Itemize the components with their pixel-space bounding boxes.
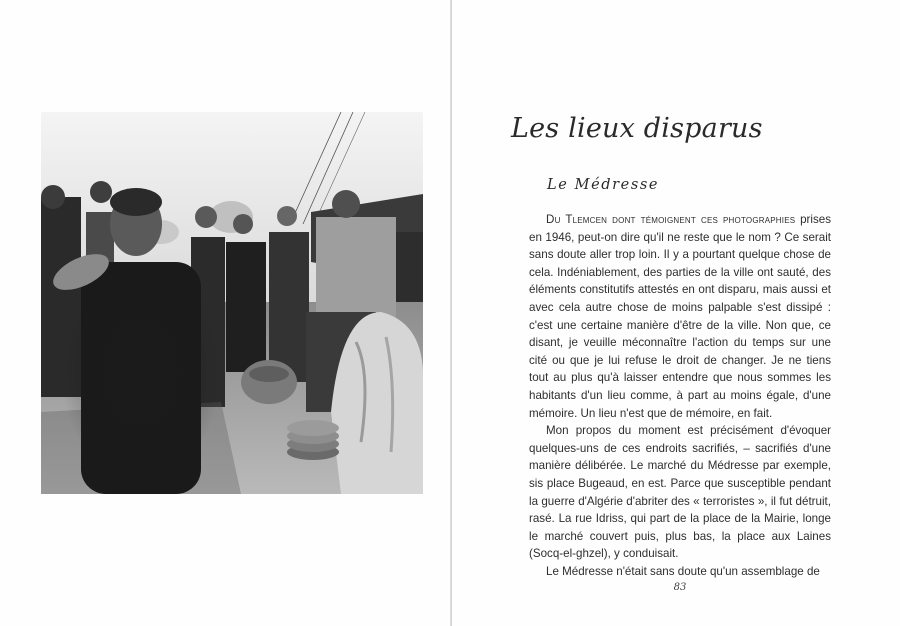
chapter-title: Les lieux disparus: [511, 113, 763, 144]
market-photograph: [41, 112, 423, 494]
page-number: 83: [673, 582, 687, 593]
paragraph-1-text: prises en 1946, peut-on dire qu'il ne reste que le nom ? Ce serait sans doute aller trop loin. Il y a pourtant quelque chose de cela. Indéniablement, des parties de la ville ont sauté, des éléments constitutifs attestés en ont disparu, mais aussi et avec cela autre chose de moins palpable s'est dissipé : c'est une certaine manière d'être de la ville. Non que, ce disant, je veuille méconnaître l'action du temps sur une cité ou que je lui refuse le droit de changer. Je ne tiens tout au plus qu'à laisser entendre que nous sommes les habitants d'un lieu comme, à part au moins égale, d'une mémoire. Un lieu n'est que de mémoire, en fait.: [529, 213, 831, 420]
paragraph-1-lead: Du Tlemcen dont témoignent ces photographies: [546, 213, 796, 226]
body-text: [529, 211, 831, 580]
market-photograph-image: [41, 112, 423, 494]
paragraph-3: [529, 563, 831, 581]
paragraph-3-text: Le Médresse n'était sans doute qu'un assemblage de: [546, 564, 820, 578]
section-title: Le Médresse: [547, 177, 660, 193]
paragraph-1: [529, 211, 831, 422]
paragraph-2-text: Mon propos du moment est précisément d'évoquer quelques-uns de ces endroits sacrifiés, – sacrifiés d'une manière délibérée. Le marché du Médresse par exemple, sis place Bugeaud, en est. Parce que susceptible pendant la guerre d'Algérie d'abriter des « terroristes », il fut détruit, rasé. La rue Idriss, qui part de la place de la Mairie, longe le marché couvert puis, plus bas, la place aux Laines (Socq-el-ghzel), y conduisait.: [529, 424, 831, 561]
paragraph-2: [529, 422, 831, 563]
